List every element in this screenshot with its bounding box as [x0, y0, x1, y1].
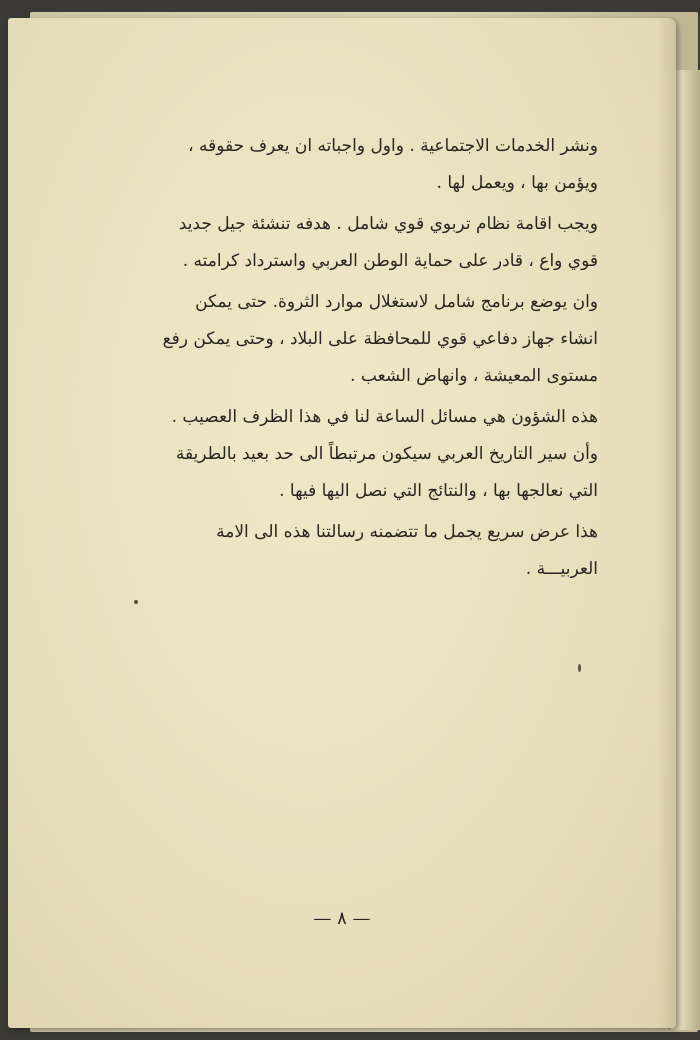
text-line: انشاء جهاز دفاعي قوي للمحافظة على البلاد ، وحتى يمكن رفع — [162, 329, 598, 349]
text-line: ويجب اقامة نظام تربوي قوي شامل . هدفه تنشئة جيل جديد — [178, 214, 598, 234]
text-line: ونشر الخدمات الاجتماعية . واول واجباته ان يعرف حقوقه ، — [188, 136, 598, 156]
body-text — [88, 128, 598, 588]
text-line: هذه الشؤون هي مسائل الساعة لنا في هذا الظرف العصيب . — [171, 407, 598, 427]
text-line: العربيـــة . — [525, 559, 598, 579]
text-line: التي نعالجها بها ، والنتائج التي نصل اليها فيها . — [279, 481, 598, 501]
book-page — [8, 18, 676, 1028]
text-line: قوي واع ، قادر على حماية الوطن العربي واسترداد كرامته . — [182, 251, 598, 271]
page-shadow-edge — [658, 18, 676, 1028]
text-line: وان يوضع برنامج شامل لاستغلال موارد الثروة. حتى يمكن — [195, 292, 598, 312]
paper-speck — [134, 600, 138, 604]
page-number: — ٨ — — [313, 908, 371, 929]
text-line: مستوى المعيشة ، وانهاض الشعب . — [350, 366, 598, 386]
text-line: هذا عرض سريع يجمل ما تتضمنه رسالتنا هذه الى الامة — [216, 522, 598, 542]
text-line: وأن سير التاريخ العربي سيكون مرتبطاً الى حد بعيد بالطريقة — [175, 444, 598, 464]
paper-speck — [578, 664, 581, 672]
text-line: ويؤمن بها ، ويعمل لها . — [436, 173, 598, 193]
